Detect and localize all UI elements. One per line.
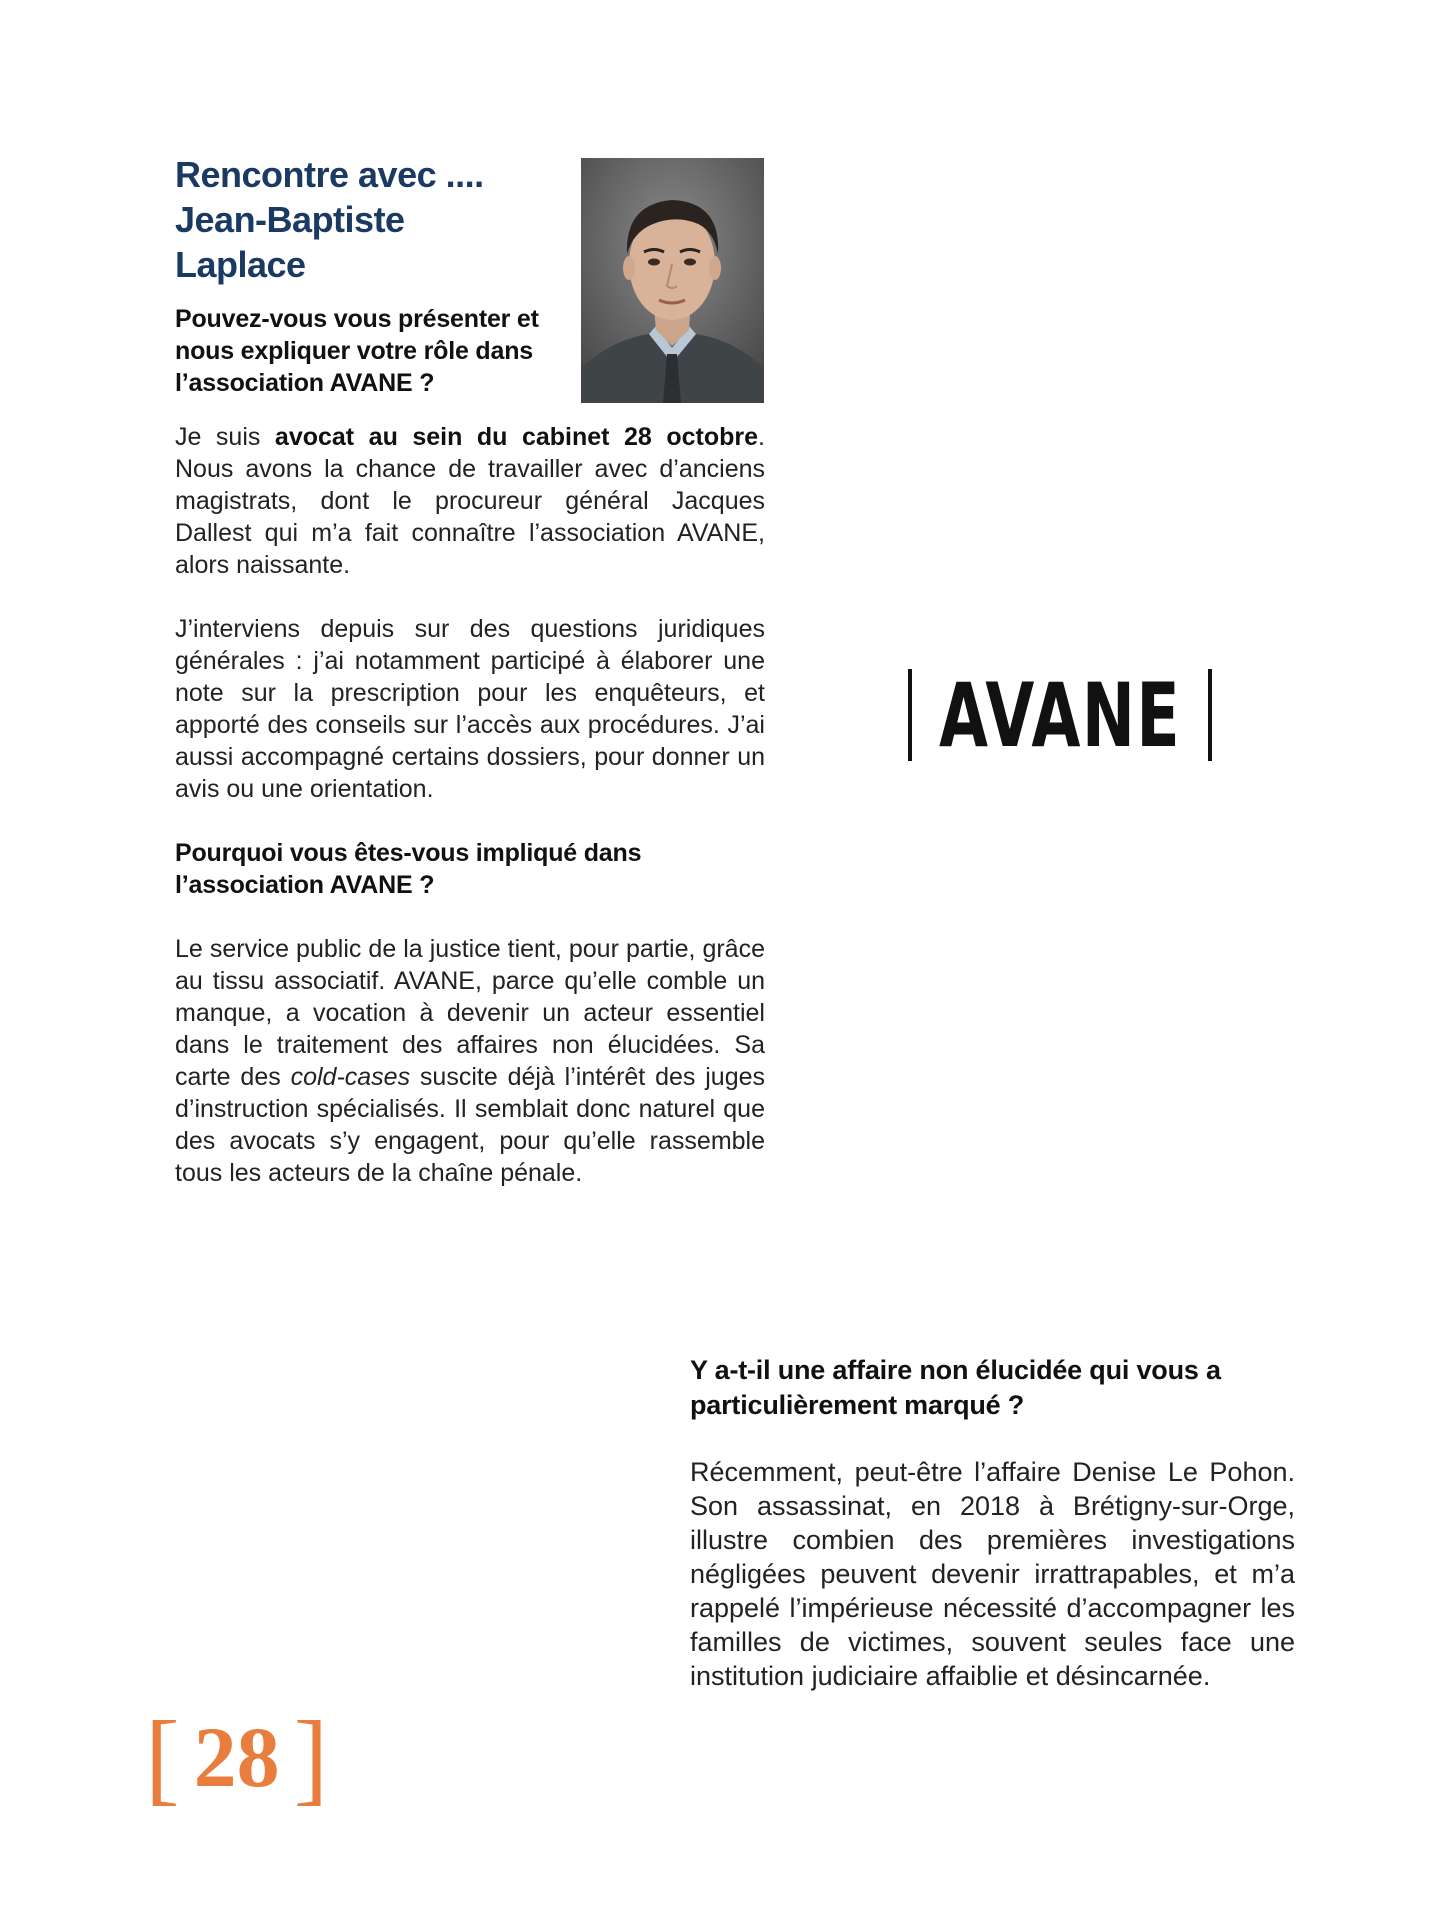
- portrait-photo: [581, 158, 764, 403]
- answer-2-part-1: Le service public de la justice tient, pour partie, grâce au tissu associatif. AVANE, parce qu’elle comble un manque, a vocation à devenir un acteur essentiel dans le traitement des affaires non élucidées. Sa carte des: [175, 935, 765, 1091]
- logo-right-bar: [1208, 669, 1212, 761]
- question-1: Pouvez-vous vous présenter et nous expliquer votre rôle dans l’association AVANE ?: [175, 305, 539, 397]
- question-2: Pourquoi vous êtes-vous impliqué dans l’association AVANE ?: [175, 839, 642, 899]
- page-number-value: 28: [193, 1709, 280, 1805]
- title-line-3: Laplace: [175, 244, 306, 285]
- answer-1-bold: avocat au sein du cabinet 28 octobre: [274, 423, 759, 451]
- answer-1-paragraph-2: J’interviens depuis sur des questions juridiques générales : j’ai notamment participé à élaborer une note sur la prescription pour les enquêteurs, et apporté des conseils sur l’accès aux procédures. J’ai aussi accompagné certains dossiers, pour donner un avis ou une orientation.: [175, 615, 765, 803]
- answer-2-italic: cold-cases: [290, 1063, 411, 1091]
- page-number-close-bracket: ]: [293, 1700, 329, 1815]
- question-3: Y a-t-il une affaire non élucidée qui vous a particulièrement marqué ?: [690, 1355, 1221, 1420]
- portrait-illustration: [581, 158, 764, 403]
- logo-left-bar: [908, 669, 912, 761]
- interview-right-column: [690, 1353, 1295, 1693]
- answer-2-part-2: suscite déjà l’intérêt des juges d’instruction spécialisés. Il semblait donc naturel que des avocats s’y engagent, pour qu’elle rassemble tous les acteurs de la chaîne pénale.: [175, 1063, 766, 1187]
- answer-1-rest: . Nous avons la chance de travailler avec d’anciens magistrats, dont le procureur général Jacques Dallest qui m’a fait connaître l’association AVANE, alors naissante.: [175, 423, 765, 579]
- page-number-open-bracket: [: [145, 1700, 180, 1815]
- logo-text: AVANE: [938, 663, 1182, 767]
- answer-2: [175, 933, 765, 1189]
- answer-1-prefix: Je suis: [175, 423, 275, 451]
- page-number: [145, 1700, 328, 1815]
- title-line-1: Rencontre avec ....: [175, 154, 484, 195]
- answer-1-paragraph-1: [175, 421, 765, 581]
- answer-3: Récemment, peut-être l’affaire Denise Le Pohon. Son assassinat, en 2018 à Brétigny-sur-Orge, illustre combien des premières investigations négligées peuvent devenir irrattrapables, et m’a rappelé l’impérieuse nécessité d’accompagner les familles de victimes, souvent seules face une institution judiciaire affaiblie et désincarnée.: [690, 1457, 1295, 1691]
- title-line-2: Jean-Baptiste: [175, 199, 405, 240]
- avane-logo: [880, 655, 1240, 775]
